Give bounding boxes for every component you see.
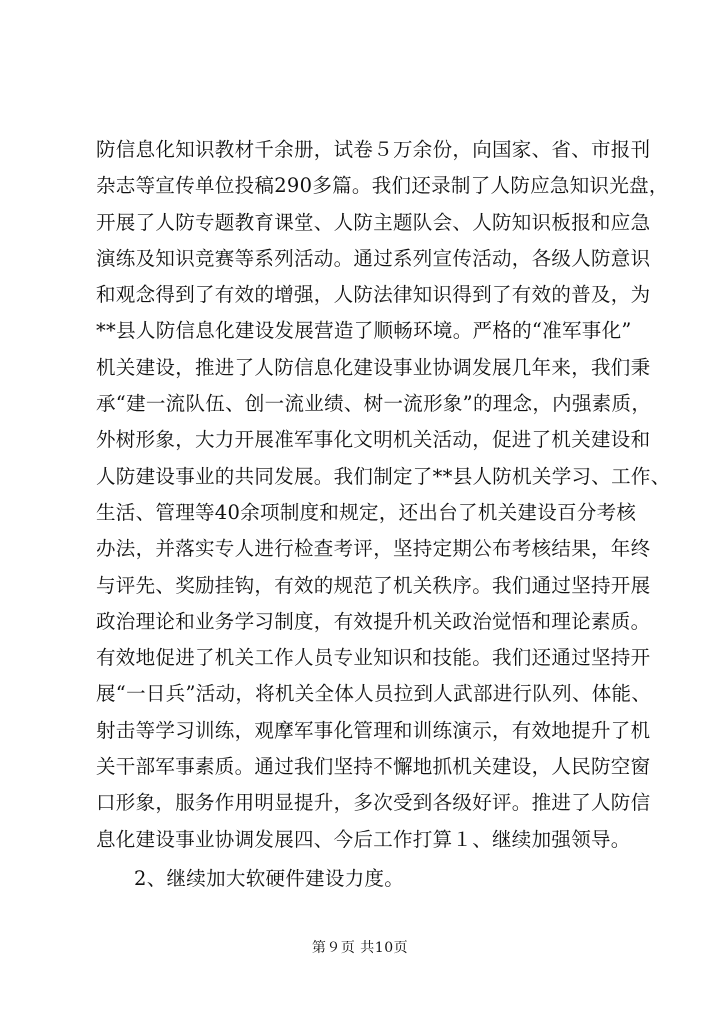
text-line-19: 口形象，服务作用明显提升，多次受到各级好评。推进了人防信 [96,791,651,815]
text-line-7: 机关建设，推进了人防信息化建设事业协调发展几年来，我们秉 [96,355,651,379]
text-line-10: 人防建设事业的共同发展。我们制定了**县人防机关学习、工作、 [96,464,671,488]
text-line-14: 政治理论和业务学习制度，有效提升机关政治觉悟和理论素质。 [96,609,651,633]
text-line-8: 承“建一流队伍、创一流业绩、树一流形象”的理念，内强素质， [96,392,652,416]
text-line-11: 生活、管理等40余项制度和规定，还出台了机关建设百分考核 [96,500,637,524]
text-line-2: 杂志等宣传单位投稿290多篇。我们还录制了人防应急知识光盘， [96,174,669,198]
text-line-18: 关干部军事素质。通过我们坚持不懈地抓机关建设，人民防空窗 [96,755,651,779]
text-line-4: 演练及知识竞赛等系列活动。通过系列宣传活动，各级人防意识 [96,246,651,270]
text-line-3: 开展了人防专题教育课堂、人防主题队会、人防知识板报和应急 [96,210,651,234]
body-text [96,132,671,897]
text-line-1: 防信息化知识教材千余册，试卷５万余份，向国家、省、市报刊 [96,138,651,161]
text-line-13: 与评先、奖励挂钩，有效的规范了机关秩序。我们通过坚持开展 [96,573,651,597]
page-number-footer: 第９页 共10页 [311,940,409,956]
paragraph-item-2: 2、继续加大软硬件建设力度。 [134,866,405,890]
text-line-16: 展“一日兵”活动，将机关全体人员拉到人武部进行队列、体能、 [96,682,652,706]
text-line-12: 办法，并落实专人进行检查考评，坚持定期公布考核结果，年终 [96,537,651,561]
text-line-17: 射击等学习训练，观摩军事化管理和训练演示，有效地提升了机 [96,718,651,742]
text-line-20: 息化建设事业协调发展四、今后工作打算１、继续加强领导。 [96,827,631,851]
text-line-6: **县人防信息化建设发展营造了顺畅环境。严格的“准军事化” [96,319,632,343]
text-line-5: 和观念得到了有效的增强，人防法律知识得到了有效的普及，为 [96,283,651,307]
text-line-15: 有效地促进了机关工作人员专业知识和技能。我们还通过坚持开 [96,646,651,670]
text-line-9: 外树形象，大力开展准军事化文明机关活动，促进了机关建设和 [96,428,651,452]
